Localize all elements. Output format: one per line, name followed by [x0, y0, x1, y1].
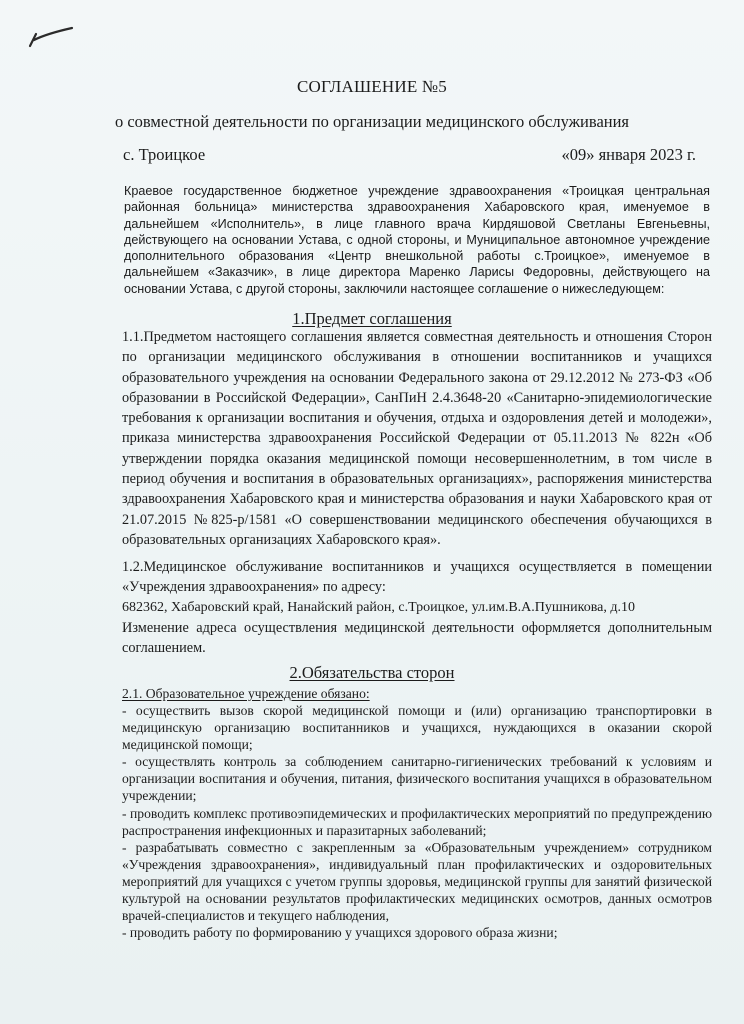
section1-block-2	[122, 557, 712, 658]
list-item: - разрабатывать совместно с закрепленным за «Образовательным учреждением» сотрудником «Учреждения здравоохранения», индивидуальный план профилактических и оздоровительных мероприятий для учащихся с учетом группы здоровья, медицинской группы для занятий физической культурой на основании результатов профилактических медицинских осмотров, данных осмотров врачей-специалистов и текущего наблюдения,	[122, 839, 712, 924]
pen-stroke-mark-icon	[28, 20, 78, 50]
obligations-list	[122, 702, 712, 941]
document-subtitle: о совместной деятельности по организации медицинского обслуживания	[114, 112, 630, 131]
list-item: - проводить комплекс противоэпидемических и профилактических мероприятий по предупреждению распространения инфекционных и паразитарных заболеваний;	[122, 805, 712, 838]
list-item: - проводить работу по формированию у учащихся здорового образа жизни;	[122, 925, 558, 941]
section1-paragraph-3: Изменение адреса осуществления медицинской деятельности оформляется дополнительным соглашением.	[122, 619, 712, 657]
document-place: с. Троицкое	[123, 145, 206, 164]
address-line: 682362, Хабаровский край, Нанайский район, с.Троицкое, ул.им.В.А.Пушникова, д.10	[122, 599, 636, 615]
section1-paragraph-2: 1.2.Медицинское обслуживание воспитанников и учащихся осуществляется в помещении «Учреждения здравоохранения» по адресу:	[122, 559, 712, 596]
list-item: - осуществить вызов скорой медицинской помощи и (или) организацию транспортировки в медицинскую организацию воспитанников и учащихся, нуждающихся в оказании скорой медицинской помощи;	[122, 703, 712, 753]
section1-paragraph-1: 1.1.Предметом настоящего соглашения является совместная деятельность и отношения Сторон по организации медицинского обслуживания в отношении воспитанников и учащихся образовательного учреждения на основании Федерального закона от 29.12.2012 № 273-ФЗ «Об образовании в Российской Федерации», СанПиН 2.4.3648-20 «Санитарно-эпидемиологические требования к организации воспитания и обучения, отдыха и оздоровления детей и молодежи», приказа министерства здравоохранения Российской Федерации от 05.11.2013 № 822н «Об утверждении порядка оказания медицинской помощи несовершеннолетним, в том числе в период обучения и воспитания в образовательных организациях», распоряжения министерства здравоохранения Хабаровского края и министерства образования и науки Хабаровского края от 21.07.2015 №825-р/1581 «О совершенствовании медицинского обеспечения обучающихся в образовательных организациях Хабаровского края».	[122, 329, 712, 548]
document-title: СОГЛАШЕНИЕ №5	[296, 77, 447, 96]
section2-subheading: 2.1. Образовательное учреждение обязано:	[122, 686, 370, 701]
intro-paragraph: Краевое государственное бюджетное учреждение здравоохранения «Троицкая центральная районная больница» министерства здравоохранения Хабаровского края, именуемое в дальнейшем «Исполнитель», в лице главного врача Кирдяшовой Светланы Евгеньевны, действующего на основании Устава, с одной стороны, и Муниципальное автономное учреждение дополнительного образования «Центр внешкольной работы с.Троицкое», именуемое в дальнейшем «Заказчик», в лице директора Маренко Ларисы Федоровны, действующего на основании Устава, с другой стороны, заключили настоящее соглашение о нижеследующем:	[124, 184, 710, 296]
document-date: «09» января 2023 г.	[561, 145, 696, 164]
section2-heading: 2.Обязательства сторон	[289, 663, 455, 682]
list-item: - осуществлять контроль за соблюдением санитарно-гигиенических требований к условиям и организации воспитания и обучения, питания, физического воспитания учащихся в образовательном учреждении;	[122, 754, 712, 804]
section1-heading: 1.Предмет соглашения	[292, 309, 452, 328]
